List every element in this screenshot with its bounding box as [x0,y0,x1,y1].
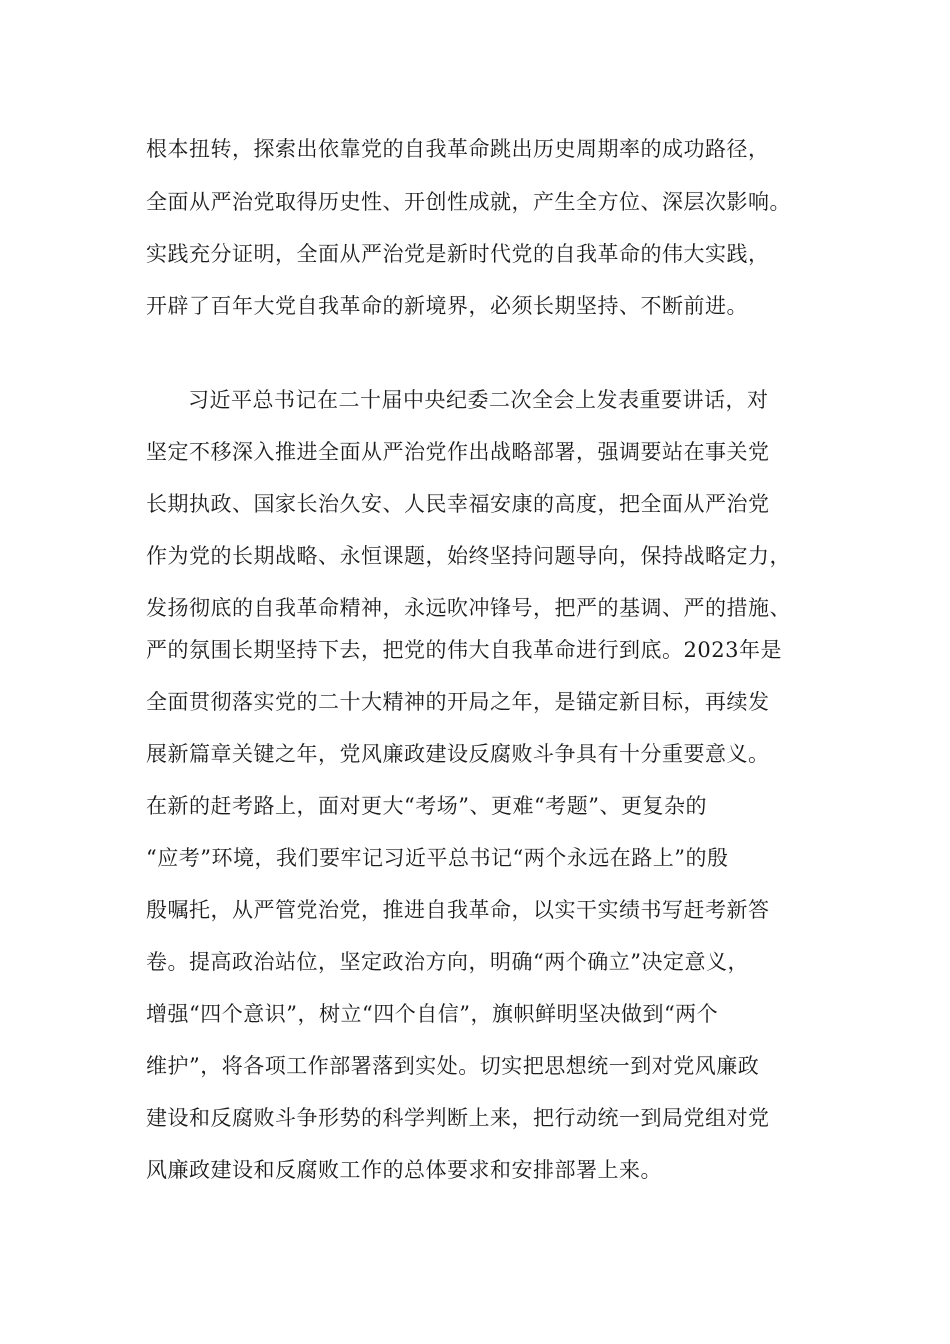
text-line: 发扬彻底的自我革命精神，永远吹冲锋号，把严的基调、严的措施、 [146,596,791,620]
text-line: 展新篇章关键之年，党风廉政建设反腐败斗争具有十分重要意义。 [146,742,770,766]
text-line: “应考”环境，我们要牢记习近平总书记“两个永远在路上”的殷 [146,846,729,870]
text-line: 增强“四个意识”，树立“四个自信”，旗帜鲜明坚决做到“两个 [146,1002,719,1026]
text-line: 全面从严治党取得历史性、开创性成就，产生全方位、深层次影响。 [146,190,791,214]
text-line: 实践充分证明，全面从严治党是新时代党的自我革命的伟大实践， [146,242,770,266]
text-line: 开辟了百年大党自我革命的新境界，必须长期坚持、不断前进。 [146,294,748,318]
text-line: 风廉政建设和反腐败工作的总体要求和安排部署上来。 [146,1158,662,1182]
text-line: 坚定不移深入推进全面从严治党作出战略部署，强调要站在事关党 [146,440,770,464]
text-line: 全面贯彻落实党的二十大精神的开局之年，是锚定新目标，再续发 [146,690,770,714]
text-line: 习近平总书记在二十届中央纪委二次全会上发表重要讲话，对 [188,388,769,412]
text-line: 长期执政、国家长治久安、人民幸福安康的高度，把全面从严治党 [146,492,770,516]
text-line: 在新的赶考路上，面对更大“考场”、更难“考题”、更复杂的 [146,794,707,818]
text-line: 根本扭转，探索出依靠党的自我革命跳出历史周期率的成功路径， [146,137,770,161]
text-line: 维护”，将各项工作部署落到实处。切实把思想统一到对党风廉政 [146,1054,760,1078]
text-line: 作为党的长期战略、永恒课题，始终坚持问题导向，保持战略定力， [146,544,791,568]
text-line: 建设和反腐败斗争形势的科学判断上来，把行动统一到局党组对党 [146,1106,770,1130]
text-line: 卷。提高政治站位，坚定政治方向，明确“两个确立”决定意义， [146,950,749,974]
text-line: 殷嘱托，从严管党治党，推进自我革命，以实干实绩书写赶考新答 [146,898,770,922]
text-line: 严的氛围长期坚持下去，把党的伟大自我革命进行到底。2023年是 [146,638,782,662]
